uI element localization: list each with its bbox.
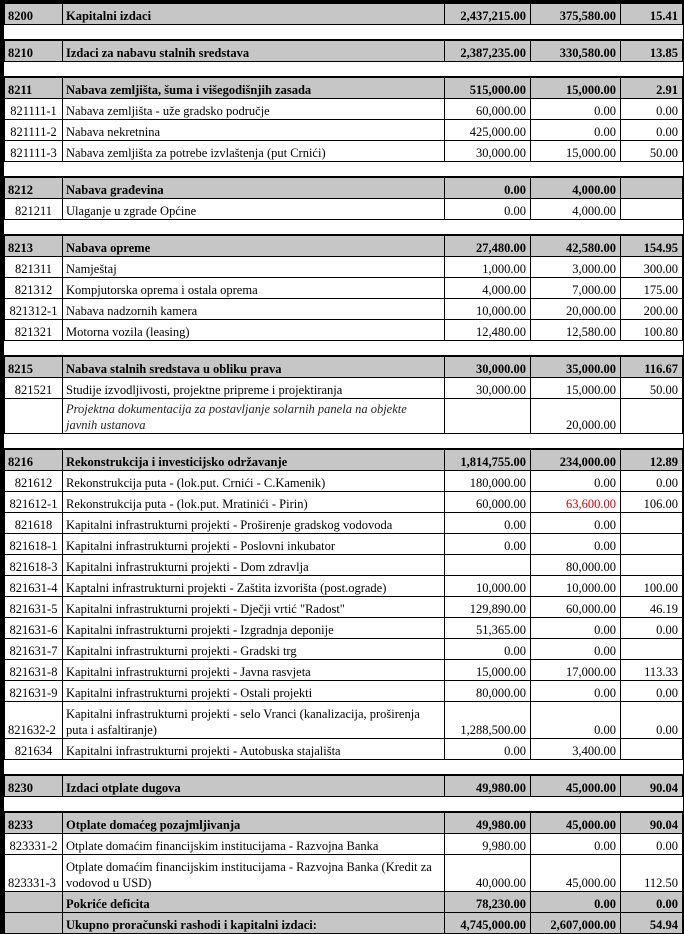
index-percent-cell — [621, 513, 683, 534]
index-percent-cell: 2.91 — [621, 77, 683, 99]
index-percent-cell: 175.00 — [621, 278, 683, 299]
table-row — [5, 278, 683, 299]
account-code-cell: 8211 — [5, 77, 63, 99]
description-cell: Kapitalni infrastrukturni projekti - Izgradnja deponije — [63, 618, 445, 639]
table-row — [5, 618, 683, 639]
index-percent-cell: 106.00 — [621, 492, 683, 513]
description-cell: Izdaci za nabavu stalnih sredstava — [63, 40, 445, 62]
table-row — [5, 576, 683, 597]
amount-planned-cell: 4,000.00 — [445, 278, 531, 299]
table-row — [5, 555, 683, 576]
account-code-cell — [5, 399, 63, 434]
table-row — [5, 471, 683, 492]
index-percent-cell: 0.00 — [621, 120, 683, 141]
amount-revised-cell: 63,600.00 — [531, 492, 621, 513]
spacer-row — [5, 341, 683, 357]
table-row — [5, 399, 683, 434]
description-cell: Ulaganje u zgrade Općine — [63, 199, 445, 220]
amount-planned-cell: 30,000.00 — [445, 356, 531, 378]
amount-planned-cell: 0.00 — [445, 739, 531, 760]
account-code-cell: 821111-3 — [5, 141, 63, 162]
amount-planned-cell: 49,980.00 — [445, 812, 531, 834]
amount-planned-cell: 2,387,235.00 — [445, 40, 531, 62]
description-cell: Nabava zemljišta za potrebe izvlaštenja (put Crnići) — [63, 141, 445, 162]
amount-revised-cell: 12,580.00 — [531, 320, 621, 341]
description-cell: Kapitalni infrastrukturni projekti - Javna rasvjeta — [63, 660, 445, 681]
account-code-cell: 821634 — [5, 739, 63, 760]
table-row — [5, 855, 683, 892]
spacer-cell — [5, 62, 683, 78]
index-percent-cell: 113.33 — [621, 660, 683, 681]
account-code-cell: 821632-2 — [5, 702, 63, 739]
description-cell: Kapitalni infrastrukturni projekti - Proširenje gradskog vodovoda — [63, 513, 445, 534]
budget-sheet — [4, 2, 682, 934]
account-code-cell: 8233 — [5, 812, 63, 834]
account-group-row — [5, 449, 683, 471]
spacer-row — [5, 25, 683, 41]
index-percent-cell: 50.00 — [621, 378, 683, 399]
description-cell: Otplate domaćim financijskim institucijama - Razvojna Banka — [63, 834, 445, 855]
amount-revised-cell: 0.00 — [531, 471, 621, 492]
spacer-row — [5, 220, 683, 236]
amount-planned-cell: 2,437,215.00 — [445, 3, 531, 25]
spacer-cell — [5, 162, 683, 178]
index-percent-cell — [621, 555, 683, 576]
description-cell: Kaptalni infrastrukturni projekti - Zaštita izvorišta (post.ograde) — [63, 576, 445, 597]
amount-revised-cell: 234,000.00 — [531, 449, 621, 471]
account-code-cell: 821631-4 — [5, 576, 63, 597]
amount-planned-cell: 27,480.00 — [445, 235, 531, 257]
index-percent-cell: 12.89 — [621, 449, 683, 471]
table-row — [5, 513, 683, 534]
amount-planned-cell: 9,980.00 — [445, 834, 531, 855]
amount-revised-cell: 375,580.00 — [531, 3, 621, 25]
table-row — [5, 660, 683, 681]
account-code-cell: 821211 — [5, 199, 63, 220]
amount-planned-cell: 4,745,000.00 — [445, 913, 531, 934]
amount-revised-cell: 45,000.00 — [531, 775, 621, 797]
amount-planned-cell: 180,000.00 — [445, 471, 531, 492]
amount-revised-cell: 0.00 — [531, 618, 621, 639]
account-code-cell: 821631-5 — [5, 597, 63, 618]
spacer-row — [5, 797, 683, 813]
spacer-row — [5, 434, 683, 450]
index-percent-cell — [621, 199, 683, 220]
amount-planned-cell: 80,000.00 — [445, 681, 531, 702]
description-cell: Kapitalni infrastrukturni projekti - Gradski trg — [63, 639, 445, 660]
account-code-cell: 821311 — [5, 257, 63, 278]
table-row — [5, 141, 683, 162]
index-percent-cell: 0.00 — [621, 834, 683, 855]
spacer-cell — [5, 797, 683, 813]
amount-planned-cell: 49,980.00 — [445, 775, 531, 797]
table-row — [5, 702, 683, 739]
table-row — [5, 120, 683, 141]
amount-revised-cell: 17,000.00 — [531, 660, 621, 681]
account-group-row — [5, 235, 683, 257]
table-row — [5, 834, 683, 855]
amount-planned-cell: 0.00 — [445, 534, 531, 555]
amount-revised-cell: 45,000.00 — [531, 855, 621, 892]
amount-revised-cell: 20,000.00 — [531, 299, 621, 320]
description-cell: Kapitalni infrastrukturni projekti - Poslovni inkubator — [63, 534, 445, 555]
account-code-cell: 8212 — [5, 177, 63, 199]
spacer-cell — [5, 760, 683, 776]
amount-revised-cell: 0.00 — [531, 639, 621, 660]
account-code-cell: 821111-1 — [5, 99, 63, 120]
amount-revised-cell: 0.00 — [531, 513, 621, 534]
amount-revised-cell: 15,000.00 — [531, 77, 621, 99]
amount-revised-cell: 330,580.00 — [531, 40, 621, 62]
amount-planned-cell — [445, 399, 531, 434]
description-cell: Nabava nekretnina — [63, 120, 445, 141]
amount-revised-cell: 0.00 — [531, 892, 621, 913]
description-cell: Nabava nadzornih kamera — [63, 299, 445, 320]
account-code-cell: 8210 — [5, 40, 63, 62]
account-code-cell: 8230 — [5, 775, 63, 797]
amount-revised-cell: 0.00 — [531, 99, 621, 120]
account-code-cell: 821312 — [5, 278, 63, 299]
amount-planned-cell: 10,000.00 — [445, 576, 531, 597]
amount-planned-cell: 0.00 — [445, 639, 531, 660]
amount-revised-cell: 0.00 — [531, 834, 621, 855]
index-percent-cell: 0.00 — [621, 702, 683, 739]
index-percent-cell — [621, 399, 683, 434]
account-group-row — [5, 77, 683, 99]
table-row — [5, 639, 683, 660]
table-row — [5, 681, 683, 702]
account-code-cell: 821618-3 — [5, 555, 63, 576]
account-group-row — [5, 356, 683, 378]
index-percent-cell: 90.04 — [621, 775, 683, 797]
amount-planned-cell: 0.00 — [445, 177, 531, 199]
amount-revised-cell: 42,580.00 — [531, 235, 621, 257]
account-code-cell: 821618-1 — [5, 534, 63, 555]
amount-revised-cell: 4,000.00 — [531, 177, 621, 199]
index-percent-cell: 50.00 — [621, 141, 683, 162]
account-code-cell: 823331-2 — [5, 834, 63, 855]
amount-revised-cell: 3,400.00 — [531, 739, 621, 760]
budget-table — [4, 2, 683, 934]
amount-planned-cell — [445, 555, 531, 576]
table-row — [5, 199, 683, 220]
amount-revised-cell: 10,000.00 — [531, 576, 621, 597]
description-cell: Pokriće deficita — [63, 892, 445, 913]
spacer-row — [5, 62, 683, 78]
index-percent-cell: 13.85 — [621, 40, 683, 62]
index-percent-cell: 100.00 — [621, 576, 683, 597]
account-code-cell: 8200 — [5, 3, 63, 25]
amount-planned-cell: 0.00 — [445, 513, 531, 534]
index-percent-cell: 0.00 — [621, 99, 683, 120]
amount-planned-cell: 60,000.00 — [445, 99, 531, 120]
description-cell: Kapitalni infrastrukturni projekti - Dom zdravlja — [63, 555, 445, 576]
total-row — [5, 913, 683, 934]
index-percent-cell: 54.94 — [621, 913, 683, 934]
amount-revised-cell: 15,000.00 — [531, 378, 621, 399]
spacer-cell — [5, 220, 683, 236]
amount-planned-cell: 15,000.00 — [445, 660, 531, 681]
account-code-cell — [5, 913, 63, 934]
spacer-cell — [5, 25, 683, 41]
table-row — [5, 534, 683, 555]
amount-planned-cell: 10,000.00 — [445, 299, 531, 320]
table-row — [5, 257, 683, 278]
account-code-cell: 821631-6 — [5, 618, 63, 639]
description-cell: Nabava stalnih sredstava u obliku prava — [63, 356, 445, 378]
index-percent-cell: 90.04 — [621, 812, 683, 834]
account-code-cell: 821312-1 — [5, 299, 63, 320]
spacer-row — [5, 760, 683, 776]
table-row — [5, 597, 683, 618]
index-percent-cell: 0.00 — [621, 892, 683, 913]
total-row — [5, 892, 683, 913]
amount-planned-cell: 30,000.00 — [445, 141, 531, 162]
index-percent-cell — [621, 739, 683, 760]
description-cell: Nabava zemljišta, šuma i višegodišnjih zasada — [63, 77, 445, 99]
description-cell: Namještaj — [63, 257, 445, 278]
description-cell: Kapitalni infrastrukturni projekti - Ostali projekti — [63, 681, 445, 702]
description-cell: Projektna dokumentacija za postavljanje solarnih panela na objekte javnih ustanova — [63, 399, 445, 434]
amount-planned-cell: 30,000.00 — [445, 378, 531, 399]
index-percent-cell: 46.19 — [621, 597, 683, 618]
account-code-cell: 821631-9 — [5, 681, 63, 702]
description-cell: Nabava zemljišta - uže gradsko područje — [63, 99, 445, 120]
account-code-cell: 821111-2 — [5, 120, 63, 141]
table-row — [5, 492, 683, 513]
account-code-cell: 821612 — [5, 471, 63, 492]
amount-revised-cell: 0.00 — [531, 681, 621, 702]
amount-planned-cell: 1,000.00 — [445, 257, 531, 278]
table-row — [5, 378, 683, 399]
account-code-cell: 821521 — [5, 378, 63, 399]
index-percent-cell: 100.80 — [621, 320, 683, 341]
amount-planned-cell: 40,000.00 — [445, 855, 531, 892]
account-group-row — [5, 3, 683, 25]
account-group-row — [5, 177, 683, 199]
description-cell: Kapitalni infrastrukturni projekti - Autobuska stajališta — [63, 739, 445, 760]
account-code-cell: 8216 — [5, 449, 63, 471]
spacer-cell — [5, 434, 683, 450]
table-row — [5, 320, 683, 341]
account-code-cell: 821631-7 — [5, 639, 63, 660]
description-cell: Kapitalni infrastrukturni projekti - Dječji vrtić "Radost" — [63, 597, 445, 618]
table-row — [5, 299, 683, 320]
amount-revised-cell: 45,000.00 — [531, 812, 621, 834]
account-code-cell: 821618 — [5, 513, 63, 534]
amount-planned-cell: 12,480.00 — [445, 320, 531, 341]
account-code-cell: 821612-1 — [5, 492, 63, 513]
index-percent-cell: 154.95 — [621, 235, 683, 257]
description-cell: Rekonstrukcija puta - (lok.put. Mratinići - Pirin) — [63, 492, 445, 513]
account-code-cell: 8215 — [5, 356, 63, 378]
description-cell: Rekonstrukcija i investicijsko održavanje — [63, 449, 445, 471]
description-cell: Nabava opreme — [63, 235, 445, 257]
index-percent-cell: 200.00 — [621, 299, 683, 320]
index-percent-cell: 0.00 — [621, 471, 683, 492]
description-cell: Izdaci otplate dugova — [63, 775, 445, 797]
amount-revised-cell: 0.00 — [531, 120, 621, 141]
amount-planned-cell: 0.00 — [445, 199, 531, 220]
amount-revised-cell: 2,607,000.00 — [531, 913, 621, 934]
description-cell: Rekonstrukcija puta - (lok.put. Crnići - C.Kamenik) — [63, 471, 445, 492]
description-cell: Kompjutorska oprema i ostala oprema — [63, 278, 445, 299]
index-percent-cell: 0.00 — [621, 681, 683, 702]
account-code-cell: 8213 — [5, 235, 63, 257]
amount-planned-cell: 1,814,755.00 — [445, 449, 531, 471]
amount-revised-cell: 7,000.00 — [531, 278, 621, 299]
budget-table-body — [5, 3, 683, 934]
amount-revised-cell: 20,000.00 — [531, 399, 621, 434]
description-cell: Kapitalni infrastrukturni projekti - selo Vranci (kanalizacija, proširenja puta i asfaltiranje) — [63, 702, 445, 739]
account-code-cell — [5, 892, 63, 913]
index-percent-cell — [621, 534, 683, 555]
account-code-cell: 821631-8 — [5, 660, 63, 681]
amount-planned-cell: 129,890.00 — [445, 597, 531, 618]
description-cell: Ukupno proračunski rashodi i kapitalni izdaci: — [63, 913, 445, 934]
description-cell: Nabava građevina — [63, 177, 445, 199]
amount-revised-cell: 4,000.00 — [531, 199, 621, 220]
amount-revised-cell: 0.00 — [531, 702, 621, 739]
description-cell: Motorna vozila (leasing) — [63, 320, 445, 341]
amount-revised-cell: 60,000.00 — [531, 597, 621, 618]
account-code-cell: 823331-3 — [5, 855, 63, 892]
amount-planned-cell: 1,288,500.00 — [445, 702, 531, 739]
index-percent-cell — [621, 639, 683, 660]
table-row — [5, 739, 683, 760]
description-cell: Otplate domaćeg pozajmljivanja — [63, 812, 445, 834]
account-group-row — [5, 40, 683, 62]
account-group-row — [5, 775, 683, 797]
description-cell: Kapitalni izdaci — [63, 3, 445, 25]
description-cell: Otplate domaćim financijskim institucijama - Razvojna Banka (Kredit za vodovod u USD) — [63, 855, 445, 892]
amount-planned-cell: 51,365.00 — [445, 618, 531, 639]
index-percent-cell: 112.50 — [621, 855, 683, 892]
account-group-row — [5, 812, 683, 834]
spacer-cell — [5, 341, 683, 357]
index-percent-cell: 0.00 — [621, 618, 683, 639]
index-percent-cell: 15.41 — [621, 3, 683, 25]
amount-revised-cell: 15,000.00 — [531, 141, 621, 162]
amount-revised-cell: 3,000.00 — [531, 257, 621, 278]
amount-revised-cell: 80,000.00 — [531, 555, 621, 576]
description-cell: Studije izvodljivosti, projektne pripreme i projektiranja — [63, 378, 445, 399]
amount-revised-cell: 35,000.00 — [531, 356, 621, 378]
amount-revised-cell: 0.00 — [531, 534, 621, 555]
index-percent-cell: 116.67 — [621, 356, 683, 378]
amount-planned-cell: 515,000.00 — [445, 77, 531, 99]
account-code-cell: 821321 — [5, 320, 63, 341]
amount-planned-cell: 60,000.00 — [445, 492, 531, 513]
spacer-row — [5, 162, 683, 178]
index-percent-cell: 300.00 — [621, 257, 683, 278]
table-row — [5, 99, 683, 120]
amount-planned-cell: 78,230.00 — [445, 892, 531, 913]
index-percent-cell — [621, 177, 683, 199]
amount-planned-cell: 425,000.00 — [445, 120, 531, 141]
